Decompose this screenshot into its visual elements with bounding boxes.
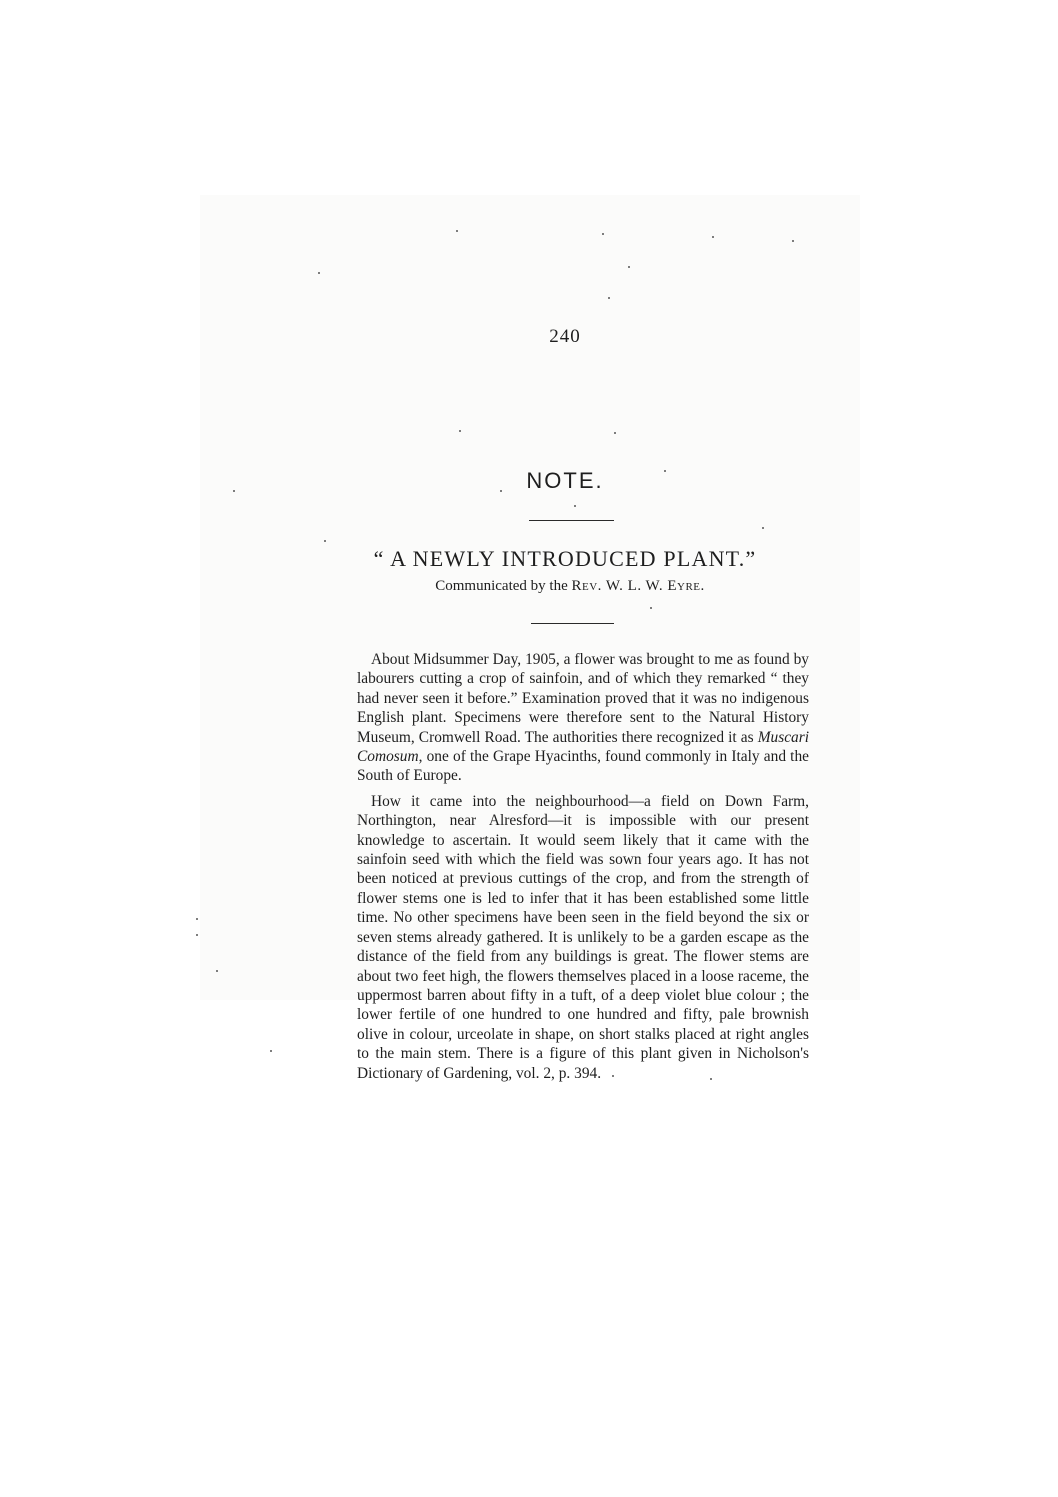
paragraph-2: How it came into the neighbourhood—a field on Down Farm, Northington, near Alresford—it is impossible with our present knowledge to ascertain. It would seem likely that it came with the sainfoin seed with which the field was sown four years ago. It has not been noticed at previous cuttings of the crop, and from the strength of flower stems one is led to infer that it has been established some little time. No other specimens have been seen in the field beyond the six or seven stems already gathered. It is unlikely to be a garden escape as the distance of the field from any buildings is great. The flower stems are about two feet high, the flowers themselves placed in a loose raceme, the uppermost barren about fifty in a tuft, of a deep violet blue colour ; the lower fertile of one hundred to one hundred and fifty, pale brownish olive in colour, urceolate in shape, on short stalks placed at right angles to the main stem. There is a figure of this plant given in Nicholson's Dictionary of Gardening, vol. 2, p. 394. <box>357 792 809 1082</box>
scan-speck <box>459 430 461 432</box>
heading-rule <box>529 520 614 521</box>
article-body <box>357 650 809 1083</box>
paragraph-1 <box>357 650 809 786</box>
scan-speck <box>628 266 630 268</box>
scan-speck <box>318 272 320 274</box>
section-heading: NOTE. <box>526 468 604 493</box>
byline-lead: Communicated by the <box>435 578 572 594</box>
page-number: 240 <box>549 326 581 347</box>
byline <box>0 578 1058 595</box>
scan-speck <box>456 230 458 232</box>
byline-author: Rev. W. L. W. Eyre. <box>571 578 705 594</box>
scan-speck <box>608 297 610 299</box>
scan-speck <box>196 934 198 936</box>
scan-speck <box>602 233 604 235</box>
article-title: “ A NEWLY INTRODUCED PLANT.” <box>373 546 757 571</box>
scan-speck <box>762 527 764 529</box>
scan-speck <box>792 240 794 242</box>
scan-speck <box>270 1050 272 1052</box>
scan-speck <box>216 970 218 972</box>
paragraph-1-after: , one of the Grape Hyacinths, found commonly in Italy and the South of Europe. <box>357 748 809 785</box>
scan-speck <box>614 432 616 434</box>
scan-speck <box>574 505 576 507</box>
paragraph-1-before: About Midsummer Day, 1905, a flower was brought to me as found by labourers cutting a crop of sainfoin, and of which they remarked “ they had never seen it before.” Examination proved that it was no indigenous English plant. Specimens were therefore sent to the Natural History Museum, Cromwell Road. The authorities there recognized it as <box>357 651 809 746</box>
plant-species-name: Muscari Comosum <box>357 728 809 766</box>
scan-speck <box>196 918 198 920</box>
title-rule <box>531 623 614 624</box>
scan-speck <box>712 236 714 238</box>
scan-speck <box>650 607 652 609</box>
scan-speck <box>324 540 326 542</box>
